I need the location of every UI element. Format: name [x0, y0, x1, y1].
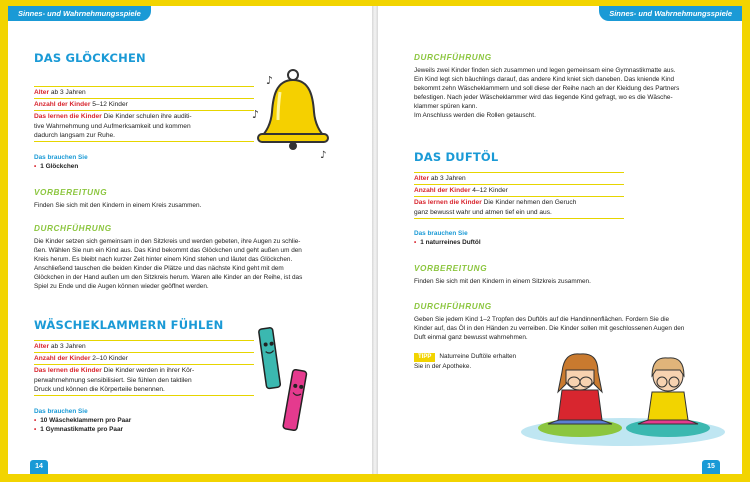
procedure-line: befestigen. Nach jeder Wäscheklammer wird das liegende Kind gefragt, wo es die Wäsche-: [414, 94, 673, 102]
procedure-line: klammer spüren kann.: [414, 103, 478, 111]
game-title-waescheklammern: WÄSCHEKLAMMERN FÜHLEN: [34, 318, 224, 332]
count-label: Anzahl der Kinder: [414, 187, 471, 195]
age-label: Alter: [34, 343, 50, 350]
page-number-left: 14: [30, 460, 48, 474]
procedure-line: Anschließend tauschen die beiden Kinder die Plätze und das nächste Kind geht mit dem: [34, 265, 284, 273]
info-box-waescheklammern: [34, 340, 254, 396]
procedure-line: Duft einmal ganz bewusst wahrnehmen.: [414, 334, 528, 342]
procedure-line: Spiel zu Ende und die Augen können wieder geöffnet werden.: [34, 283, 209, 291]
info-box-gloeckchen: [34, 86, 254, 142]
prep-heading: VORBEREITUNG: [34, 188, 108, 197]
info-box-duftoel: [414, 172, 624, 219]
procedure-line: Im Anschluss werden die Rollen getauscht.: [414, 112, 536, 120]
procedure-line: ßen. Wählen Sie nun ein Kind aus. Das Kind bekommt das Glöckchen und geht außen um den: [34, 247, 302, 255]
tip-badge: TIPP: [414, 353, 435, 362]
age-label: Alter: [414, 175, 430, 182]
procedure-line: Ein Kind legt sich bäuchlings darauf, das andere Kind kniet sich daneben. Das kniende Kind: [414, 76, 675, 84]
prep-text: Finden Sie sich mit den Kindern in einem Kreis zusammen.: [34, 202, 202, 209]
page-number-right: 15: [702, 460, 720, 474]
materials-heading: Das brauchen Sie: [34, 408, 88, 415]
material-item: • 1 Glöckchen: [34, 162, 78, 171]
clothespins-illustration: [250, 324, 320, 434]
learn-line: perwahrnehmung sensibilisiert. Sie fühlen den taktilen: [34, 376, 192, 384]
materials-heading: Das brauchen Sie: [414, 230, 468, 237]
procedure-line: bekommt zehn Wäscheklammern und soll diese der Reihe nach an der Kleidung des Partners: [414, 85, 680, 93]
tip-box: [414, 352, 524, 371]
children-illustration: [518, 340, 728, 448]
materials-list: [414, 238, 481, 247]
learn-line: Die Kinder werden in ihrer Kör-: [103, 367, 195, 375]
materials-list: [34, 416, 131, 434]
learn-label: Das lernen die Kinder: [34, 367, 102, 375]
learn-line: dadurch langsam zur Ruhe.: [34, 131, 116, 139]
learn-line: Die Kinder schulen ihre auditi-: [103, 113, 192, 121]
procedure-heading: DURCHFÜHRUNG: [414, 302, 492, 311]
learn-line: Druck und können die Körperteile benennen.: [34, 385, 165, 393]
count-label: Anzahl der Kinder: [34, 355, 91, 363]
procedure-text: [34, 237, 354, 292]
prep-text: Finden Sie sich mit den Kindern in einem Sitzkreis zusammen.: [414, 278, 591, 285]
right-page: [378, 6, 742, 474]
count-value: 2–10 Kinder: [92, 355, 128, 363]
procedure-line: Jeweils zwei Kinder finden sich zusammen und legen gemeinsam eine Gymnastikmatte aus.: [414, 67, 676, 74]
chapter-tab-left: Sinnes- und Wahrnehmungsspiele: [8, 6, 151, 21]
game-title-gloeckchen: DAS GLÖCKCHEN: [34, 51, 146, 65]
age-value: ab 3 Jahren: [50, 89, 86, 96]
material-item: • 1 Gymnastikmatte pro Paar: [34, 425, 131, 434]
bell-illustration: [248, 62, 338, 162]
count-value: 5–12 Kinder: [92, 101, 128, 109]
learn-line: tive Wahrnehmung und Aufmerksamkeit und kommen: [34, 122, 191, 130]
prep-heading: VORBEREITUNG: [414, 264, 488, 273]
procedure-line: Glöckchen in der Hand außen um den Sitzkreis herum. Waren alle Kinder an der Reihe, ist das: [34, 274, 303, 282]
procedure-line: Die Kinder setzen sich gemeinsam in den Sitzkreis und werden gebeten, ihre Augen zu schlie-: [34, 238, 301, 245]
learn-line: ganz bewusst wahr und atmen tief ein und aus.: [414, 208, 552, 216]
procedure-line: Geben Sie jedem Kind 1–2 Tropfen des Duftöls auf die Handinnenflächen. Fordern Sie die: [414, 316, 670, 323]
tip-line: Sie in der Apotheke.: [414, 363, 472, 370]
procedure-heading: DURCHFÜHRUNG: [414, 53, 492, 62]
material-item: • 10 Wäscheklammern pro Paar: [34, 416, 131, 425]
procedure-line: Kinder auf, das Öl in den Händen zu verreiben. Die Kinder sollen mit geschlossenen Augen den: [414, 325, 685, 333]
count-value: 4–12 Kinder: [472, 187, 508, 195]
game-title-duftoel: DAS DUFTÖL: [414, 150, 499, 164]
count-label: Anzahl der Kinder: [34, 101, 91, 109]
chapter-tab-right: Sinnes- und Wahrnehmungsspiele: [599, 6, 742, 21]
materials-list: [34, 162, 78, 171]
procedure-text: [414, 66, 734, 121]
tip-line: Naturreine Duftöle erhalten: [439, 353, 517, 360]
svg-text:♪: ♪: [252, 108, 260, 121]
learn-label: Das lernen die Kinder: [34, 113, 102, 121]
left-page: [8, 6, 372, 474]
procedure-heading: DURCHFÜHRUNG: [34, 224, 112, 233]
learn-line: Die Kinder nehmen den Geruch: [483, 199, 577, 207]
age-label: Alter: [34, 89, 50, 96]
materials-heading: Das brauchen Sie: [34, 154, 88, 161]
procedure-text: [414, 315, 734, 342]
svg-text:♪: ♪: [266, 74, 274, 87]
age-value: ab 3 Jahren: [430, 175, 466, 182]
procedure-line: Kreis herum. Es bleibt nach kurzer Zeit hinter einem Kind stehen und läutet das Glöckchen.: [34, 256, 293, 264]
material-item: • 1 naturreines Duftöl: [414, 238, 481, 247]
svg-text:♪: ♪: [320, 150, 327, 161]
age-value: ab 3 Jahren: [50, 343, 86, 350]
learn-label: Das lernen die Kinder: [414, 199, 482, 207]
